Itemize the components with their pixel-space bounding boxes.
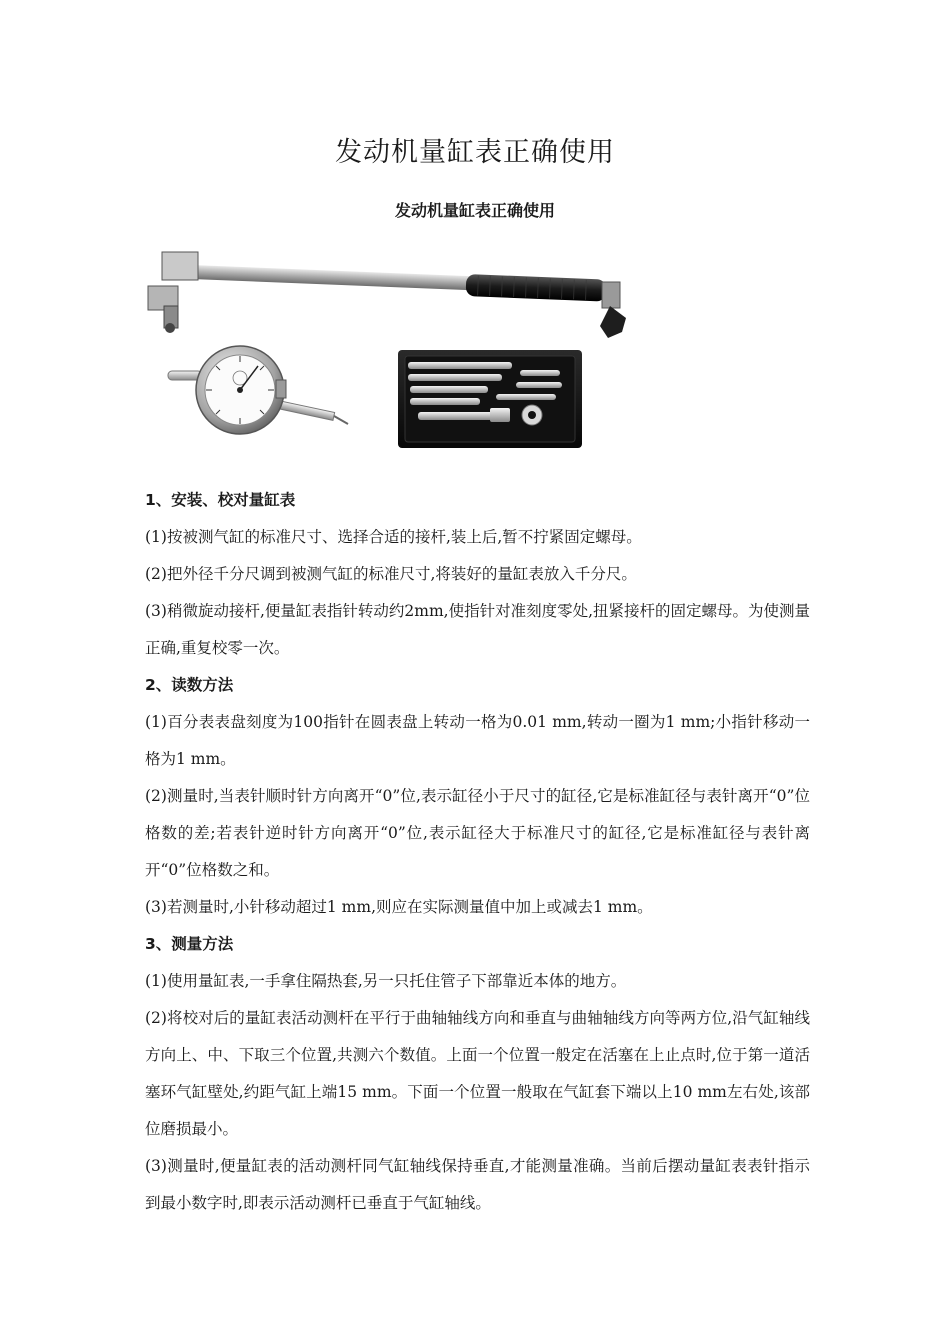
document-subtitle: 发动机量缸表正确使用 bbox=[394, 201, 555, 220]
dial-indicator bbox=[168, 346, 348, 434]
document-body bbox=[145, 482, 810, 1222]
section-heading: 3、测量方法 bbox=[145, 935, 234, 953]
paragraph: (1)按被测气缸的标准尺寸、选择合适的接杆,装上后,暂不拧紧固定螺母。 bbox=[145, 528, 642, 546]
extension-rod-case bbox=[398, 350, 582, 448]
paragraph: (2)测量时,当表针顺时针方向离开“0”位,表示缸径小于尺寸的缸径,它是标准缸径与表针离开“0”位格数的差;若表针逆时针方向离开“0”位,表示缸径大于标准尺寸的缸径,它是标准缸径与表针离开“0”位格数之和。 bbox=[145, 787, 810, 879]
paragraph: (1)使用量缸表,一手拿住隔热套,另一只托住管子下部靠近本体的地方。 bbox=[145, 972, 627, 990]
section-heading: 2、读数方法 bbox=[145, 676, 234, 694]
bore-gauge-body bbox=[148, 252, 626, 338]
paragraph: (3)测量时,便量缸表的活动测杆同气缸轴线保持垂直,才能测量准确。当前后摆动量缸表表针指示到最小数字时,即表示活动测杆已垂直于气缸轴线。 bbox=[145, 1157, 810, 1212]
section-reading-method bbox=[145, 667, 810, 926]
paragraph: (3)稍微旋动接杆,便量缸表指针转动约2mm,使指针对准刻度零处,扭紧接杆的固定螺母。为使测量正确,重复校零一次。 bbox=[145, 602, 810, 657]
paragraph: (2)把外径千分尺调到被测气缸的标准尺寸,将装好的量缸表放入千分尺。 bbox=[145, 565, 637, 583]
section-measuring-method bbox=[145, 926, 810, 1222]
bore-gauge-photo bbox=[140, 248, 640, 460]
paragraph: (3)若测量时,小针移动超过1 mm,则应在实际测量值中加上或减去1 mm。 bbox=[145, 898, 653, 916]
paragraph: (1)百分表表盘刻度为100指针在圆表盘上转动一格为0.01 mm,转动一圈为1 mm;小指针移动一格为1 mm。 bbox=[145, 713, 810, 768]
section-heading: 1、安装、校对量缸表 bbox=[145, 491, 296, 509]
section-install-calibrate bbox=[145, 482, 810, 667]
paragraph: (2)将校对后的量缸表活动测杆在平行于曲轴轴线方向和垂直与曲轴轴线方向等两方位,沿气缸轴线方向上、中、下取三个位置,共测六个数值。上面一个位置一般定在活塞在上止点时,位于第一道活塞环气缸壁处,约距气缸上端15 mm。下面一个位置一般取在气缸套下端以上10 mm左右处,该部位磨损最小。 bbox=[145, 1009, 810, 1138]
document-title: 发动机量缸表正确使用 bbox=[335, 137, 615, 168]
